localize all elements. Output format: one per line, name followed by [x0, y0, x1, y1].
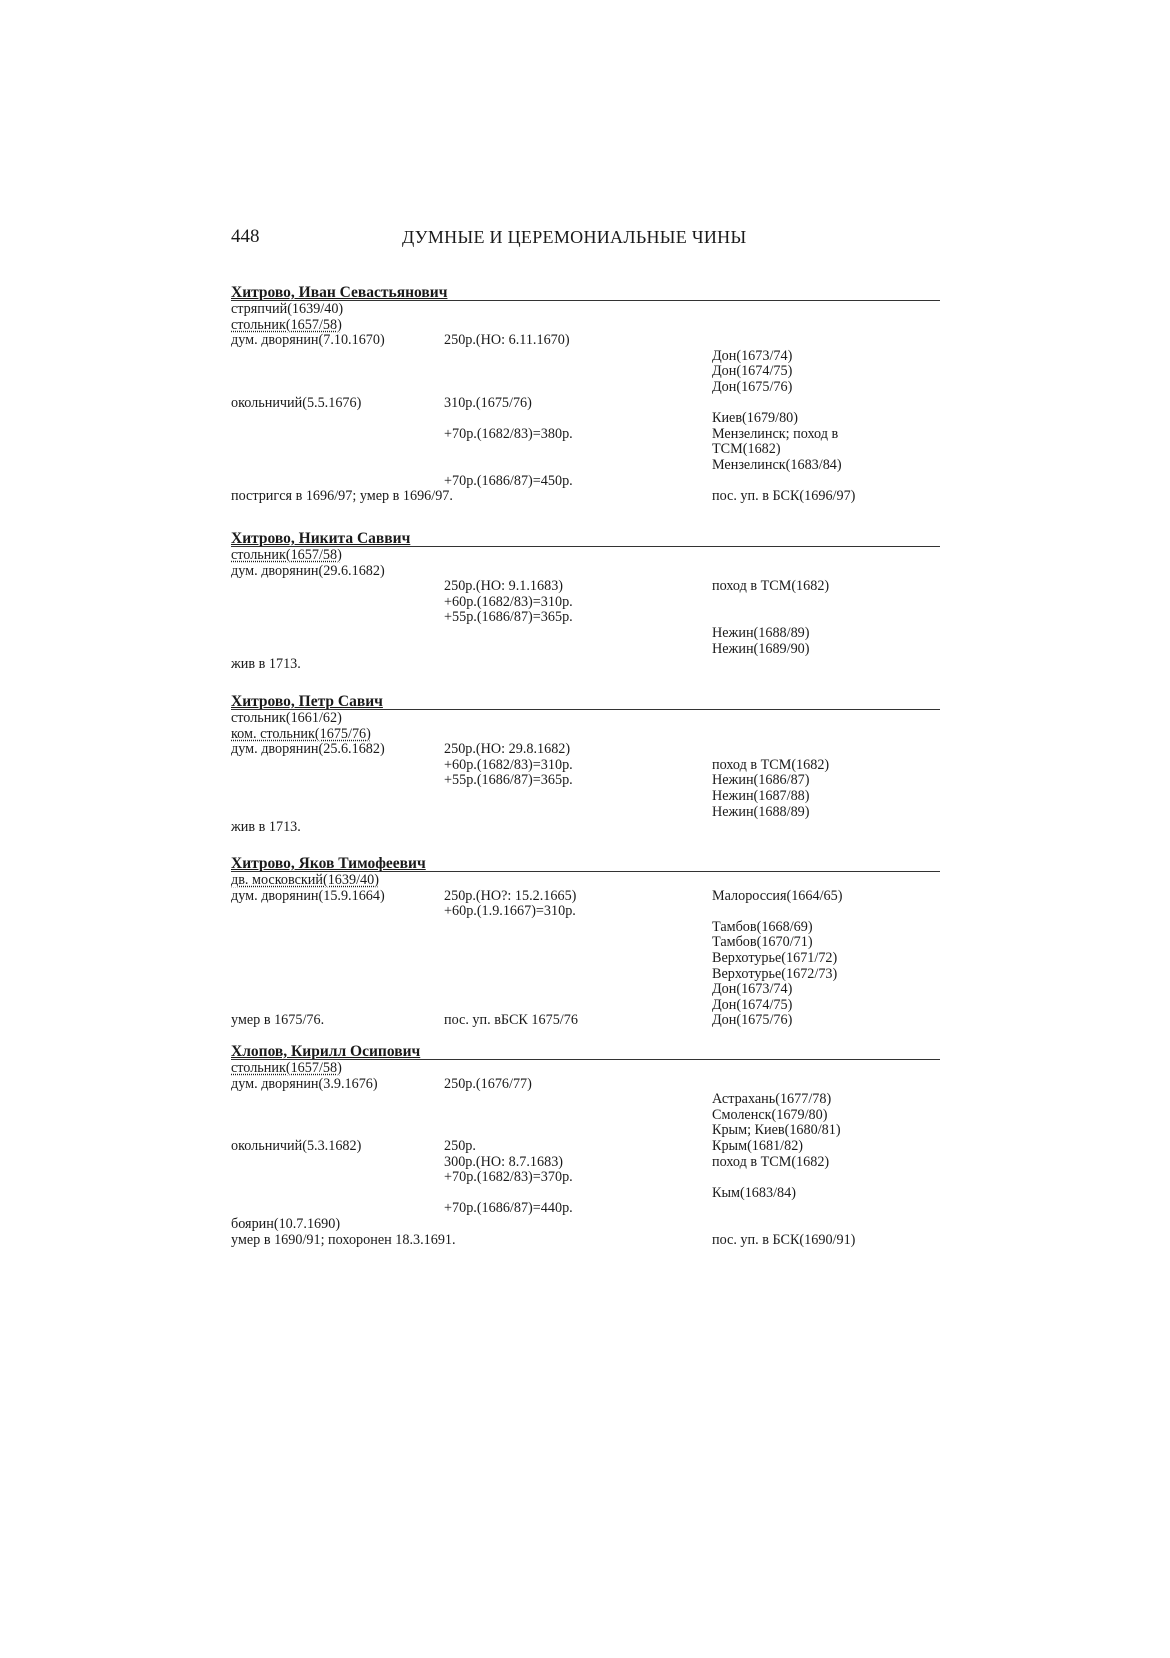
salary-cell: 300р.(НО: 8.7.1683): [444, 1153, 564, 1170]
entry-name: Хитрово, Яков Тимофеевич: [231, 855, 426, 872]
service-cell: поход в ТСМ(1682): [712, 756, 830, 773]
entry-name: Хитрово, Иван Севастьянович: [231, 284, 448, 301]
service-cell: Мензелинск(1683/84): [712, 457, 842, 473]
service-cell: Нежин(1686/87): [712, 772, 810, 789]
service-cell: Малороссия(1664/65): [712, 887, 843, 904]
service-cell: Кым(1683/84): [712, 1184, 796, 1201]
service-cell: Нежин(1687/88): [712, 788, 810, 804]
entry-name: Хитрово, Никита Саввич: [231, 530, 411, 547]
service-cell: Тамбов(1670/71): [712, 934, 813, 951]
salary-cell: +70р.(1686/87)=450р.: [444, 472, 573, 489]
rank-cell: дум. дворянин(29.6.1682): [231, 562, 385, 579]
rank-cell: дум. дворянин(7.10.1670): [231, 332, 385, 349]
service-cell: ТСМ(1682): [712, 441, 781, 458]
rank-cell: умер в 1675/76.: [231, 1012, 325, 1029]
service-cell: Дон(1675/76): [712, 1012, 793, 1029]
salary-cell: 250р.(1676/77): [444, 1075, 532, 1092]
service-cell: Крым(1681/82): [712, 1138, 804, 1154]
service-cell: Смоленск(1679/80): [712, 1106, 828, 1123]
rank-cell: стольник(1661/62): [231, 710, 342, 726]
salary-cell: +60р.(1682/83)=310р.: [444, 756, 573, 773]
service-cell: Нежин(1688/89): [712, 803, 810, 820]
rank-cell: дум. дворянин(15.9.1664): [231, 887, 385, 904]
service-cell: Тамбов(1668/69): [712, 918, 813, 935]
salary-cell: 250р.(НО: 9.1.1683): [444, 578, 564, 595]
rank-cell: окольничий(5.3.1682): [231, 1138, 362, 1154]
salary-cell: +70р.(1686/87)=440р.: [444, 1200, 573, 1217]
salary-cell: 250р.(НО: 6.11.1670): [444, 332, 570, 349]
service-cell: Мензелинск; поход в: [712, 425, 839, 442]
salary-cell: +55р.(1686/87)=365р.: [444, 609, 573, 626]
entry-name: Хитрово, Петр Савич: [231, 693, 383, 710]
rank-cell: дум. дворянин(25.6.1682): [231, 741, 385, 758]
rank-cell: ком. стольник(1675/76): [231, 725, 371, 742]
salary-cell: +70р.(1682/83)=370р.: [444, 1169, 573, 1186]
salary-cell: 250р.: [444, 1138, 476, 1154]
rank-cell: стряпчий(1639/40): [231, 301, 344, 317]
rank-cell: жив в 1713.: [231, 656, 301, 673]
service-cell: Дон(1673/74): [712, 347, 793, 364]
page-number: 448: [231, 226, 260, 247]
rank-cell: дум. дворянин(3.9.1676): [231, 1075, 378, 1092]
service-cell: Астрахань(1677/78): [712, 1091, 832, 1108]
rank-cell: дв. московский(1639/40): [231, 872, 379, 888]
rank-cell: стольник(1657/58): [231, 547, 342, 563]
rank-cell: боярин(10.7.1690): [231, 1216, 341, 1232]
service-cell: Нежин(1689/90): [712, 640, 810, 657]
rank-cell: стольник(1657/58): [231, 1060, 342, 1076]
rank-cell: стольник(1657/58): [231, 316, 342, 333]
rank-cell: постригся в 1696/97; умер в 1696/97.: [231, 488, 453, 505]
salary-cell: 250р.(НО?: 15.2.1665): [444, 887, 577, 904]
service-cell: поход в ТСМ(1682): [712, 1153, 830, 1170]
rank-cell: окольничий(5.5.1676): [231, 394, 362, 411]
salary-cell: 310р.(1675/76): [444, 394, 532, 411]
service-cell: Дон(1673/74): [712, 981, 793, 998]
service-cell: пос. уп. в БСК(1690/91): [712, 1231, 856, 1248]
service-cell: Нежин(1688/89): [712, 625, 810, 641]
running-title: ДУМНЫЕ И ЦЕРЕМОНИАЛЬНЫЕ ЧИНЫ: [402, 227, 747, 247]
salary-cell: 250р.(НО: 29.8.1682): [444, 741, 571, 758]
service-cell: Крым; Киев(1680/81): [712, 1122, 841, 1139]
service-cell: пос. уп. в БСК(1696/97): [712, 488, 856, 505]
rank-cell: жив в 1713.: [231, 819, 301, 836]
salary-cell: +60р.(1.9.1667)=310р.: [444, 903, 576, 920]
salary-cell: +60р.(1682/83)=310р.: [444, 593, 573, 610]
salary-cell: +70р.(1682/83)=380р.: [444, 425, 573, 442]
service-cell: Дон(1674/75): [712, 363, 793, 380]
service-cell: Дон(1675/76): [712, 379, 793, 395]
service-cell: Дон(1674/75): [712, 996, 793, 1013]
service-cell: Киев(1679/80): [712, 410, 799, 427]
service-cell: Верхотурье(1671/72): [712, 950, 838, 966]
service-cell: Верхотурье(1672/73): [712, 965, 838, 982]
salary-cell: пос. уп. вБСК 1675/76: [444, 1012, 578, 1029]
rank-cell: умер в 1690/91; похоронен 18.3.1691.: [231, 1231, 456, 1248]
salary-cell: +55р.(1686/87)=365р.: [444, 772, 573, 789]
entry-name: Хлопов, Кирилл Осипович: [231, 1043, 421, 1060]
service-cell: поход в ТСМ(1682): [712, 578, 830, 595]
